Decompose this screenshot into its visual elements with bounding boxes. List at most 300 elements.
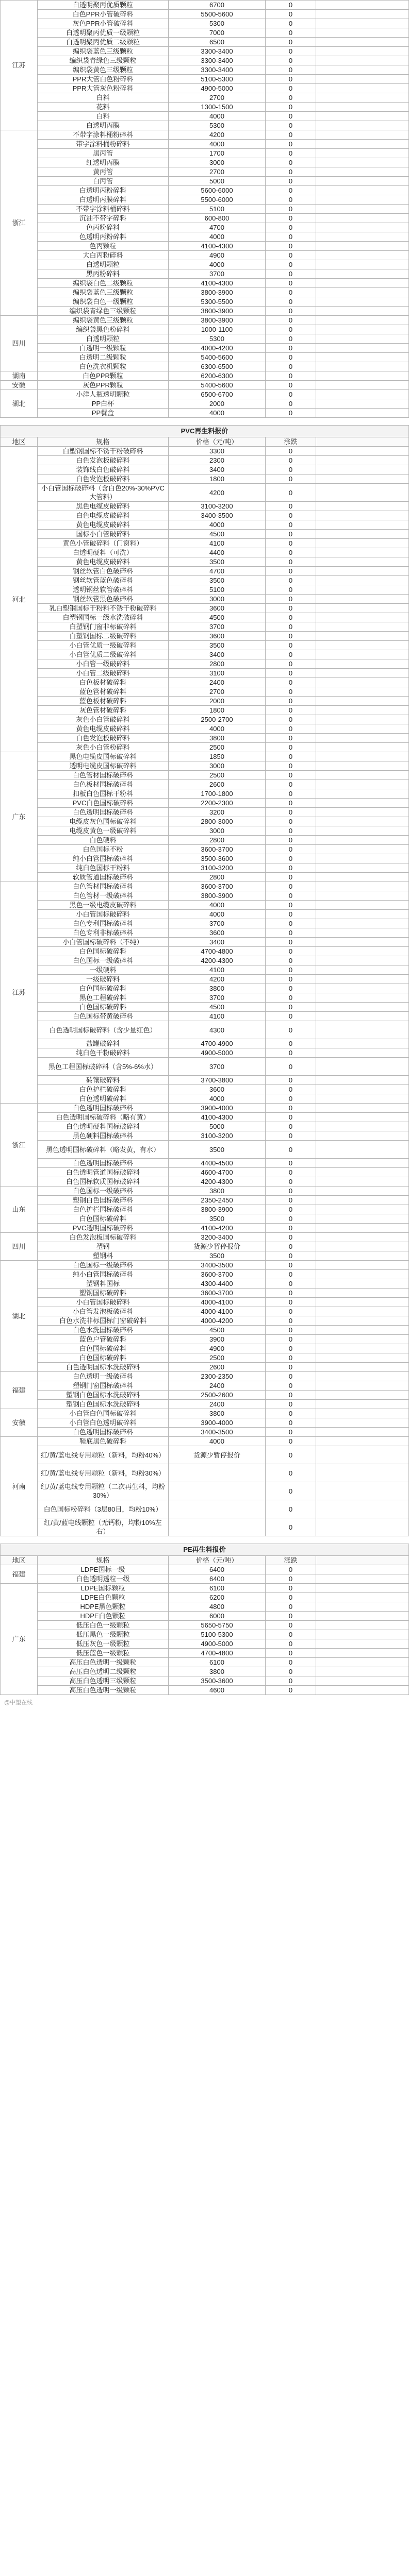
price-cell: 3700	[169, 269, 266, 279]
change-cell: 0	[266, 1381, 316, 1391]
pad-cell	[316, 938, 409, 947]
region-cell: 福建	[1, 1372, 38, 1409]
change-cell: 0	[266, 1464, 316, 1482]
pad-cell	[316, 613, 409, 622]
table-row	[1, 975, 409, 984]
price-cell: 6500	[169, 38, 266, 47]
pad-cell	[316, 362, 409, 371]
spec-cell: 纯白色国标干粉料	[38, 863, 169, 873]
price-cell: 4300-4400	[169, 1279, 266, 1289]
pad-cell	[316, 993, 409, 1003]
pad-cell	[316, 901, 409, 910]
table-row	[1, 761, 409, 771]
price-cell: 4200	[169, 130, 266, 140]
table-row	[1, 1574, 409, 1584]
spec-cell: 白色透明国标破碎料	[38, 808, 169, 817]
spec-cell: 电缆皮黄色一级破碎料	[38, 826, 169, 836]
spec-cell: 白透明颗粒	[38, 260, 169, 269]
pad-cell	[316, 891, 409, 901]
price-cell	[169, 1482, 266, 1500]
price-cell: 3500-3600	[169, 1676, 266, 1686]
table-row	[1, 28, 409, 38]
table-row	[1, 447, 409, 456]
price-table	[0, 0, 409, 418]
change-cell: 0	[266, 149, 316, 158]
pad-cell	[316, 761, 409, 771]
pad-cell	[316, 1391, 409, 1400]
table-row	[1, 1621, 409, 1630]
spec-cell: 白色国标破碎料	[38, 1214, 169, 1224]
change-cell: 0	[266, 576, 316, 585]
table-row	[1, 409, 409, 418]
section-spacer	[0, 418, 409, 425]
price-cell: 3500	[169, 1214, 266, 1224]
region-cell: 河南	[1, 1437, 38, 1536]
change-cell: 0	[266, 1658, 316, 1667]
price-cell: 3800	[169, 984, 266, 993]
change-cell: 0	[266, 65, 316, 75]
table-row	[1, 817, 409, 826]
pad-cell	[316, 1159, 409, 1168]
table-row	[1, 1048, 409, 1058]
table-row	[1, 789, 409, 799]
price-cell: 2350-2450	[169, 1196, 266, 1205]
change-cell: 0	[266, 965, 316, 975]
price-cell: 5400-5600	[169, 353, 266, 362]
change-cell: 0	[266, 205, 316, 214]
price-cell: 5000	[169, 1122, 266, 1131]
table-header-row	[1, 437, 409, 447]
spec-cell: 白透明二级颗粒	[38, 353, 169, 362]
price-cell: 3200-3400	[169, 1233, 266, 1242]
table-row	[1, 112, 409, 121]
table-row	[1, 1428, 409, 1437]
table-row	[1, 1058, 409, 1076]
spec-cell: 白色管材国标破碎料	[38, 771, 169, 780]
table-row	[1, 780, 409, 789]
change-cell: 0	[266, 223, 316, 232]
header-region: 地区	[1, 1556, 38, 1565]
pad-cell	[316, 557, 409, 567]
pad-cell	[316, 353, 409, 362]
spec-cell: LDPE白色颗粒	[38, 1593, 169, 1602]
spec-cell: 大白丙粉碎料	[38, 251, 169, 260]
pad-cell	[316, 38, 409, 47]
table-row	[1, 371, 409, 381]
pad-cell	[316, 502, 409, 511]
pad-cell	[316, 650, 409, 659]
pad-cell	[316, 1, 409, 10]
price-cell: 3600	[169, 1085, 266, 1094]
change-cell: 0	[266, 1085, 316, 1094]
change-cell: 0	[266, 130, 316, 140]
price-cell: 4100-4300	[169, 242, 266, 251]
table-row	[1, 149, 409, 158]
table-row	[1, 316, 409, 325]
table-row	[1, 1307, 409, 1316]
pad-cell	[316, 121, 409, 130]
spec-cell: 编织袋青绿色三级颗粒	[38, 307, 169, 316]
table-row	[1, 1122, 409, 1131]
table-row	[1, 1039, 409, 1048]
spec-cell: 蓝色管材破碎料	[38, 687, 169, 697]
change-cell: 0	[266, 1518, 316, 1536]
change-cell: 0	[266, 789, 316, 799]
change-cell: 0	[266, 75, 316, 84]
spec-cell: 灰色PPR小管破碎料	[38, 19, 169, 28]
change-cell: 0	[266, 734, 316, 743]
pad-cell	[316, 1676, 409, 1686]
change-cell: 0	[266, 158, 316, 167]
price-cell: 6500-6700	[169, 390, 266, 399]
price-cell: 3400	[169, 465, 266, 474]
pad-cell	[316, 1602, 409, 1612]
spec-cell: 塑钢	[38, 1242, 169, 1251]
table-row	[1, 910, 409, 919]
table-row	[1, 901, 409, 910]
price-cell: 4200	[169, 484, 266, 502]
price-cell: 3400-3500	[169, 511, 266, 520]
table-row	[1, 938, 409, 947]
region-cell: 广东	[1, 752, 38, 882]
change-cell: 0	[266, 836, 316, 845]
pad-cell	[316, 1482, 409, 1500]
pad-cell	[316, 344, 409, 353]
section-title: PE再生料报价	[1, 1544, 409, 1556]
spec-cell: 塑钢门窗国标破碎料	[38, 1381, 169, 1391]
table-row	[1, 381, 409, 390]
spec-cell: 黑色工程国标破碎料（含5%-6%水）	[38, 1058, 169, 1076]
spec-cell: 黑色透明国标破碎料（略发黄，有水）	[38, 1141, 169, 1159]
price-cell: 5100-5300	[169, 75, 266, 84]
change-cell: 0	[266, 1612, 316, 1621]
change-cell: 0	[266, 1196, 316, 1205]
spec-cell: 白色水洗国标破碎料	[38, 1326, 169, 1335]
spec-cell: 黄丙管	[38, 167, 169, 177]
price-cell: 2800-3000	[169, 817, 266, 826]
pad-cell	[316, 826, 409, 836]
spec-cell: 白丙管	[38, 177, 169, 186]
table-row	[1, 474, 409, 484]
change-cell: 0	[266, 47, 316, 56]
table-row	[1, 1270, 409, 1279]
table-row	[1, 520, 409, 530]
change-cell: 0	[266, 511, 316, 520]
change-cell: 0	[266, 1104, 316, 1113]
header-price: 价格（元/吨）	[169, 1556, 266, 1565]
change-cell: 0	[266, 465, 316, 474]
table-row	[1, 882, 409, 891]
pad-cell	[316, 1094, 409, 1104]
spec-cell: 白色PPR颗粒	[38, 371, 169, 381]
pad-cell	[316, 780, 409, 789]
price-cell: 3500-3600	[169, 854, 266, 863]
price-cell: 6000	[169, 1612, 266, 1621]
pad-cell	[316, 1437, 409, 1446]
pad-cell	[316, 28, 409, 38]
price-cell: 3100	[169, 669, 266, 678]
price-cell: 2600	[169, 1363, 266, 1372]
price-cell: 4500	[169, 1326, 266, 1335]
change-cell: 0	[266, 1224, 316, 1233]
change-cell: 0	[266, 863, 316, 873]
change-cell: 0	[266, 956, 316, 965]
change-cell: 0	[266, 1584, 316, 1593]
table-row	[1, 873, 409, 882]
table-row	[1, 1649, 409, 1658]
table-row	[1, 1676, 409, 1686]
spec-cell: 白塑钢国标不锈干粉破碎料	[38, 447, 169, 456]
spec-cell: 一级硬料	[38, 965, 169, 975]
pad-cell	[316, 1372, 409, 1381]
price-cell: 4000	[169, 901, 266, 910]
price-cell: 2800	[169, 659, 266, 669]
spec-cell: 白料	[38, 112, 169, 121]
region-cell: 河北	[1, 447, 38, 752]
change-cell: 0	[266, 409, 316, 418]
table-row	[1, 502, 409, 511]
pad-cell	[316, 1500, 409, 1518]
change-cell: 0	[266, 1168, 316, 1177]
table-row	[1, 891, 409, 901]
table-row	[1, 557, 409, 567]
table-row	[1, 697, 409, 706]
spec-cell: 塑钢国标破碎料	[38, 1289, 169, 1298]
price-cell: 3700	[169, 919, 266, 928]
price-cell: 2000	[169, 697, 266, 706]
price-cell: 4700	[169, 223, 266, 232]
change-cell: 0	[266, 548, 316, 557]
pad-cell	[316, 130, 409, 140]
change-cell: 0	[266, 1316, 316, 1326]
change-cell: 0	[266, 1667, 316, 1676]
spec-cell: 色透明丙粉碎料	[38, 232, 169, 242]
region-cell: 江苏	[1, 882, 38, 1104]
spec-cell: 花料	[38, 103, 169, 112]
header-price: 价格（元/吨）	[169, 437, 266, 447]
pad-cell	[316, 260, 409, 269]
change-cell: 0	[266, 947, 316, 956]
spec-cell: 编织袋黄色三级颗粒	[38, 65, 169, 75]
spec-cell: 白色发泡板破碎料	[38, 456, 169, 465]
price-table	[0, 1544, 409, 1695]
price-cell: 4100	[169, 965, 266, 975]
price-cell	[169, 1518, 266, 1536]
table-row	[1, 1021, 409, 1039]
pad-cell	[316, 808, 409, 817]
change-cell: 0	[266, 938, 316, 947]
change-cell: 0	[266, 808, 316, 817]
table-row	[1, 1214, 409, 1224]
change-cell: 0	[266, 1446, 316, 1464]
change-cell: 0	[266, 1094, 316, 1104]
header-region: 地区	[1, 437, 38, 447]
pad-cell	[316, 195, 409, 205]
table-row	[1, 752, 409, 761]
spec-cell: 沉油不带字碎料	[38, 214, 169, 223]
change-cell: 0	[266, 1058, 316, 1076]
table-row	[1, 687, 409, 697]
price-cell: 3400-3500	[169, 1261, 266, 1270]
price-cell: 4600-4700	[169, 1168, 266, 1177]
change-cell: 0	[266, 613, 316, 622]
spec-cell: 红透明丙膜	[38, 158, 169, 167]
table-row	[1, 993, 409, 1003]
pad-cell	[316, 1667, 409, 1676]
change-cell: 0	[266, 761, 316, 771]
pad-cell	[316, 1584, 409, 1593]
pad-cell	[316, 789, 409, 799]
spec-cell: 小洋人瓶透明颗粒	[38, 390, 169, 399]
change-cell: 0	[266, 1372, 316, 1381]
table-row	[1, 1261, 409, 1270]
change-cell: 0	[266, 474, 316, 484]
pad-cell	[316, 687, 409, 697]
pad-cell	[316, 56, 409, 65]
pad-cell	[316, 1418, 409, 1428]
table-row	[1, 1335, 409, 1344]
change-cell: 0	[266, 371, 316, 381]
change-cell: 0	[266, 780, 316, 789]
price-cell: 4000	[169, 232, 266, 242]
price-cell: 3000	[169, 595, 266, 604]
change-cell: 0	[266, 251, 316, 260]
price-cell: 3100-3200	[169, 863, 266, 873]
table-row	[1, 121, 409, 130]
table-row	[1, 715, 409, 724]
price-cell: 2400	[169, 678, 266, 687]
price-cell: 4600	[169, 1686, 266, 1695]
change-cell: 0	[266, 93, 316, 103]
spec-cell: LDPE国标一级	[38, 1565, 169, 1574]
spec-cell: 白色国标带黄破碎料	[38, 1012, 169, 1021]
pad-cell	[316, 771, 409, 780]
spec-cell: 编织袋黄色三级颗粒	[38, 316, 169, 325]
table-row	[1, 1639, 409, 1649]
price-cell: 3600	[169, 928, 266, 938]
price-cell: 3600	[169, 604, 266, 613]
spec-cell: 黑丙管	[38, 149, 169, 158]
table-row	[1, 1602, 409, 1612]
spec-cell: 小白管白色透明破碎料	[38, 1418, 169, 1428]
pad-cell	[316, 706, 409, 715]
change-cell: 0	[266, 882, 316, 891]
change-cell: 0	[266, 121, 316, 130]
spec-cell: 软质管道国标破碎料	[38, 873, 169, 882]
price-cell: 3100-3200	[169, 502, 266, 511]
region-cell: 福建	[1, 1565, 38, 1584]
change-cell: 0	[266, 195, 316, 205]
change-cell: 0	[266, 1344, 316, 1353]
table-row	[1, 130, 409, 140]
pad-cell	[316, 456, 409, 465]
pad-cell	[316, 576, 409, 585]
change-cell: 0	[266, 177, 316, 186]
change-cell: 0	[266, 344, 316, 353]
pad-cell	[316, 447, 409, 456]
table-row	[1, 1003, 409, 1012]
spec-cell: 黑色电缆皮国标破碎料	[38, 752, 169, 761]
spec-cell: 白色透明国标破碎料	[38, 1428, 169, 1437]
table-row	[1, 1326, 409, 1335]
pad-cell	[316, 928, 409, 938]
change-cell: 0	[266, 84, 316, 93]
spec-cell: 白色发泡板国标破碎料	[38, 1233, 169, 1242]
price-cell: 4700-4900	[169, 1039, 266, 1048]
price-cell: 3800-3900	[169, 891, 266, 901]
pad-cell	[316, 1316, 409, 1326]
price-cell: 3800	[169, 1187, 266, 1196]
pad-cell	[316, 984, 409, 993]
price-cell: 5100	[169, 585, 266, 595]
change-cell: 0	[266, 1437, 316, 1446]
header-change: 涨跌	[266, 1556, 316, 1565]
price-cell: 5650-5750	[169, 1621, 266, 1630]
table-row	[1, 706, 409, 715]
pad-cell	[316, 622, 409, 632]
price-cell: 2700	[169, 167, 266, 177]
spec-cell: PP餐盒	[38, 409, 169, 418]
change-cell: 0	[266, 10, 316, 19]
header-pad	[316, 1556, 409, 1565]
table-row	[1, 297, 409, 307]
table-row	[1, 650, 409, 659]
table-row	[1, 251, 409, 260]
pad-cell	[316, 1177, 409, 1187]
price-cell: 5300	[169, 121, 266, 130]
spec-cell: 不带字涂料桶碎料	[38, 205, 169, 214]
table-row	[1, 1168, 409, 1177]
pad-cell	[316, 214, 409, 223]
pad-cell	[316, 325, 409, 334]
spec-cell: 白塑钢国标一级水洗破碎料	[38, 613, 169, 622]
spec-cell: 编织袋蓝色三级颗粒	[38, 47, 169, 56]
change-cell: 0	[266, 1593, 316, 1602]
table-row	[1, 1464, 409, 1482]
pad-cell	[316, 158, 409, 167]
table-row	[1, 1482, 409, 1500]
pad-cell	[316, 1353, 409, 1363]
price-cell: 6200	[169, 1593, 266, 1602]
pad-cell	[316, 1428, 409, 1437]
table-row	[1, 158, 409, 167]
pad-cell	[316, 177, 409, 186]
price-cell: 4000	[169, 260, 266, 269]
table-row	[1, 1630, 409, 1639]
table-row	[1, 641, 409, 650]
spec-cell: 白料	[38, 93, 169, 103]
price-cell: 2300	[169, 456, 266, 465]
change-cell: 0	[266, 1131, 316, 1141]
change-cell: 0	[266, 1686, 316, 1695]
spec-cell: 带字涂料桶粉碎料	[38, 140, 169, 149]
price-cell: 4900	[169, 1344, 266, 1353]
price-cell: 6100	[169, 1658, 266, 1667]
spec-cell: 小白管一级破碎料	[38, 659, 169, 669]
spec-cell: 白透明聚丙优质二级颗粒	[38, 38, 169, 47]
pad-cell	[316, 1113, 409, 1122]
price-cell: 5500-6000	[169, 195, 266, 205]
change-cell: 0	[266, 1159, 316, 1168]
price-cell: 5100-5300	[169, 1630, 266, 1639]
spec-cell: 高压白色透明一级颗粒	[38, 1686, 169, 1695]
pad-cell	[316, 799, 409, 808]
table-row	[1, 743, 409, 752]
table-row	[1, 205, 409, 214]
spec-cell: 不带字涂料桶粉碎料	[38, 130, 169, 140]
change-cell: 0	[266, 687, 316, 697]
price-cell: 1300-1500	[169, 103, 266, 112]
